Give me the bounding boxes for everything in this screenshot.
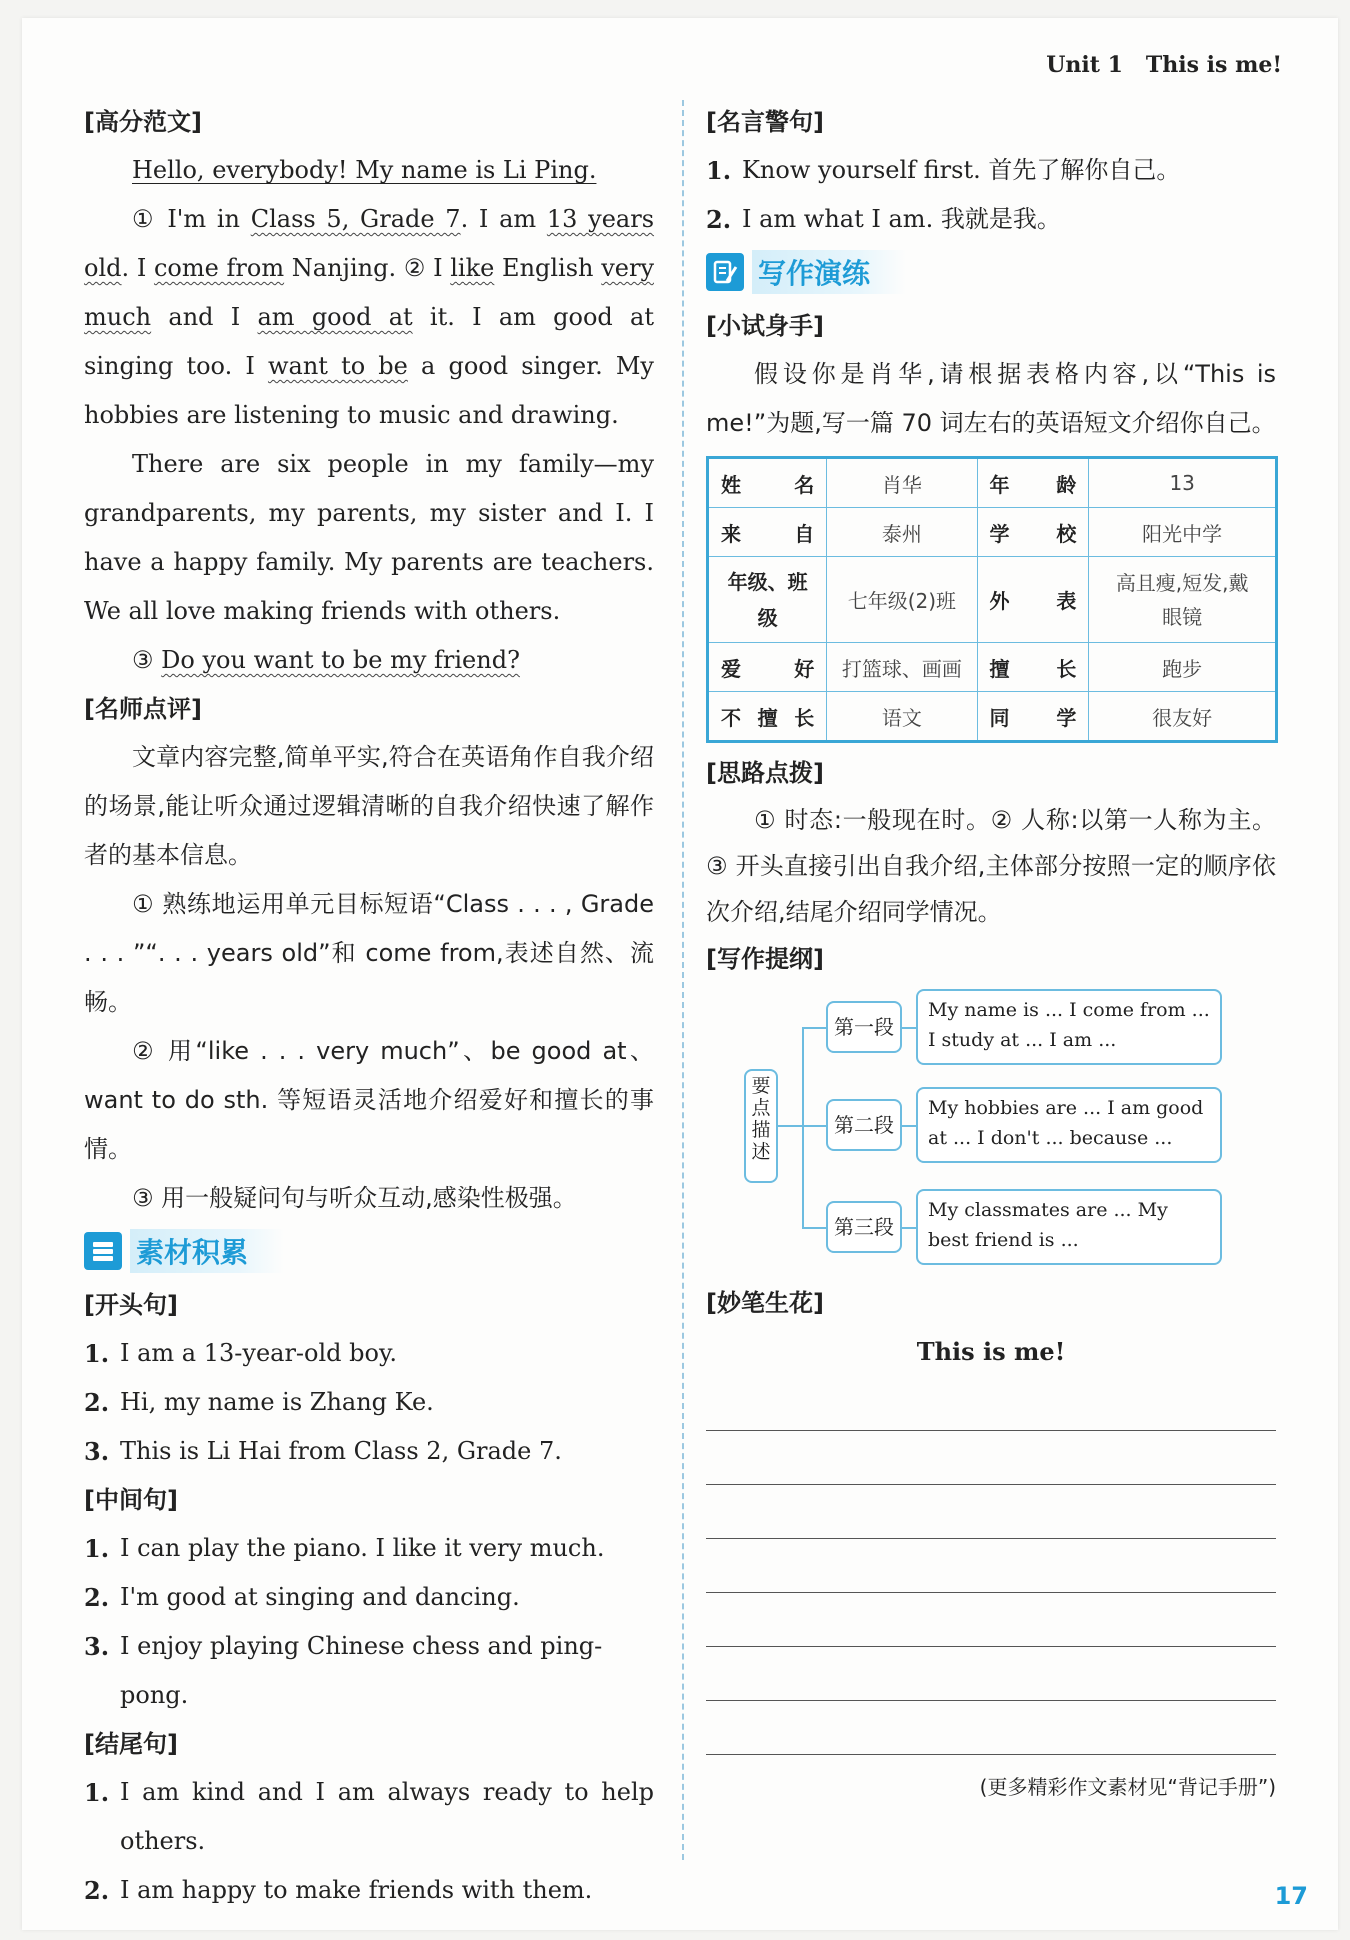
material-section-title: 素材积累: [84, 1229, 654, 1273]
writing-section-title: 写作演练: [706, 250, 1276, 294]
list-item: 1. Know yourself first. 首先了解你自己。: [706, 156, 1181, 185]
essay-paragraph-2: There are six people in my family—my grandparents, my parents, my sister and I. I have a happy family. My parents are teachers. We all love making friends with others.: [84, 450, 654, 625]
writing-line[interactable]: [706, 1485, 1276, 1539]
writing-prompt: 假设你是肖华,请根据表格内容,以“This is me!”为题,写一篇 70 词左右的英语短文介绍你自己。: [706, 360, 1276, 437]
ending-list: [84, 1768, 654, 1915]
list-item: 1. I can play the piano. I like it very much.: [84, 1534, 605, 1563]
writing-line[interactable]: [706, 1539, 1276, 1593]
essay-paragraph-3: ③ Do you want to be my friend?: [132, 646, 520, 674]
column-divider: [682, 100, 684, 1860]
table-row: 年级、班级 七年级(2)班 外表 高且瘦,短发,戴眼镜: [708, 557, 1277, 643]
connector: [802, 1227, 826, 1229]
writing-line[interactable]: [706, 1431, 1276, 1485]
list-item: 2. I am happy to make friends with them.: [84, 1876, 593, 1905]
writing-line[interactable]: [706, 1701, 1276, 1755]
paragraph-1-node: 第一段: [826, 1001, 902, 1053]
list-item: 2. I am what I am. 我就是我。: [706, 205, 1061, 234]
footnote: (更多精彩作文素材见“背记手册”): [979, 1775, 1276, 1799]
composition-label: [妙笔生花]: [706, 1289, 824, 1317]
list-item: 1. I am a 13-year-old boy.: [84, 1339, 397, 1368]
composition-title: This is me!: [916, 1337, 1066, 1366]
comment-paragraph-4: ③ 用一般疑问句与听众互动,感染性极强。: [132, 1184, 577, 1212]
table-row: 来自 泰州 学校 阳光中学: [708, 508, 1277, 557]
table-row: 不擅长 语文 同学 很友好: [708, 692, 1277, 742]
quotes-label: [名言警句]: [706, 108, 824, 136]
comment-paragraph-3: ② 用“like . . . very much”、be good at、want to do sth. 等短语灵活地介绍爱好和擅长的事情。: [84, 1037, 654, 1163]
right-column: [706, 98, 1276, 1800]
connector: [778, 1125, 802, 1127]
running-header: Unit 1 This is me!: [1046, 52, 1282, 78]
paragraph-2-node: 第二段: [826, 1099, 902, 1151]
model-essay-label: [高分范文]: [84, 108, 202, 136]
teacher-comment-label: [名师点评]: [84, 695, 202, 723]
hints-label: [思路点拨]: [706, 759, 824, 787]
answer-lines: [706, 1377, 1276, 1755]
writing-line[interactable]: [706, 1377, 1276, 1431]
page-number: 17: [1274, 1882, 1308, 1910]
outline-root: 要点描述: [744, 1069, 778, 1183]
list-item: 3. This is Li Hai from Class 2, Grade 7.: [84, 1437, 562, 1466]
connector: [902, 1227, 916, 1229]
comment-paragraph-1: 文章内容完整,简单平实,符合在英语角作自我介绍的场景,能让听众通过逻辑清晰的自我介绍快速了解作者的基本信息。: [84, 743, 654, 869]
essay-paragraph-1: ① I'm in Class 5, Grade 7. I am 13 years old. I come from Nanjing. ② I like English very much and I am good at it. I am good at singing too. I want to be a good singer. My hobbies are listening to music and drawing.: [84, 205, 655, 429]
connector: [802, 1027, 804, 1227]
writing-practice-icon: [706, 253, 744, 291]
table-row: 姓名 肖华 年龄 13: [708, 458, 1277, 508]
middle-sentences-label: [中间句]: [84, 1486, 178, 1514]
hints-text: ① 时态:一般现在时。② 人称:以第一人称为主。③ 开头直接引出自我介绍,主体部分按照一定的顺序依次介绍,结尾介绍同学情况。: [706, 806, 1276, 926]
outline-label: [写作提纲]: [706, 945, 824, 973]
opening-sentences-label: [开头句]: [84, 1291, 178, 1319]
list-item: 2. Hi, my name is Zhang Ke.: [84, 1388, 434, 1417]
opening-list: [84, 1329, 654, 1476]
paragraph-3-content: My classmates are ... My best friend is ...: [916, 1189, 1222, 1265]
trial-label: [小试身手]: [706, 312, 824, 340]
paragraph-2-content: My hobbies are ... I am good at ... I don't ... because ...: [916, 1087, 1222, 1163]
list-item: 3. I enjoy playing Chinese chess and ping-pong.: [84, 1632, 603, 1709]
comment-paragraph-2: ① 熟练地运用单元目标短语“Class . . . , Grade . . . ”“. . . years old”和 come from,表述自然、流畅。: [84, 890, 654, 1016]
left-column: [84, 98, 654, 1915]
connector: [902, 1027, 916, 1029]
table-row: 爱好 打篮球、画画 擅长 跑步: [708, 643, 1277, 692]
paragraph-3-node: 第三段: [826, 1201, 902, 1253]
essay-title: Hello, everybody! My name is Li Ping.: [132, 156, 597, 184]
paragraph-1-content: My name is ... I come from ... I study at ... I am ...: [916, 989, 1222, 1065]
ending-sentences-label: [结尾句]: [84, 1730, 178, 1758]
connector: [802, 1027, 826, 1029]
list-item: 1. I am kind and I am always ready to help others.: [84, 1778, 654, 1855]
connector: [802, 1125, 826, 1127]
profile-table: [706, 456, 1278, 743]
writing-line[interactable]: [706, 1647, 1276, 1701]
middle-list: [84, 1524, 654, 1720]
connector: [902, 1125, 916, 1127]
list-item: 2. I'm good at singing and dancing.: [84, 1583, 520, 1612]
writing-outline-diagram: [706, 987, 1276, 1277]
book-stack-icon: [84, 1232, 122, 1270]
writing-line[interactable]: [706, 1593, 1276, 1647]
